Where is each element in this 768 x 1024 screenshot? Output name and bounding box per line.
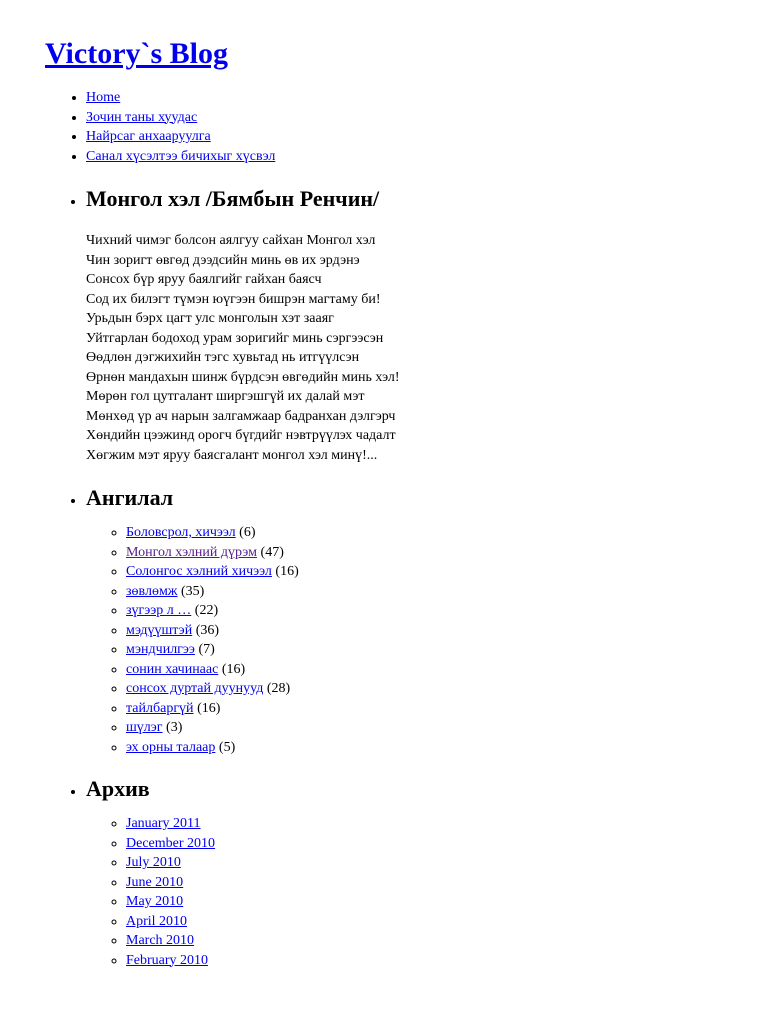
nav-link-feedback[interactable]: Санал хүсэлтээ бичихыг хүсвэл	[86, 148, 276, 164]
archive-link[interactable]: July 2010	[126, 855, 181, 870]
nav-item-feedback	[86, 147, 768, 167]
category-link[interactable]: мэндчилгээ	[126, 642, 195, 657]
category-count: (22)	[194, 603, 219, 618]
poem-line: Сонсох бүр яруу баялгийг гайхан баясч	[86, 272, 322, 287]
archive-link[interactable]: April 2010	[126, 913, 188, 929]
archive-link[interactable]: February 2010	[126, 952, 209, 968]
category-item	[126, 718, 768, 738]
archive-item	[126, 834, 768, 854]
category-link[interactable]: Монгол хэлний дүрэм	[126, 544, 258, 560]
category-link[interactable]: шүлэг	[126, 720, 163, 735]
category-item	[126, 660, 768, 680]
poem-line: Өрнөн мандахын шинж бүрдсэн өвгөдийн минь хэл!	[86, 369, 400, 385]
poem-text	[86, 231, 768, 465]
category-item	[126, 679, 768, 699]
category-item	[126, 562, 768, 582]
archive-item	[126, 853, 768, 873]
category-link[interactable]: тайлбаргүй	[126, 700, 194, 716]
category-link[interactable]: эх орны талаар	[126, 739, 216, 755]
poem-line: Хөндийн цээжинд орогч бүгдийг нэвтрүүлэх чадалт	[86, 428, 396, 443]
category-count: (47)	[260, 544, 284, 560]
category-item	[126, 640, 768, 660]
poem-line: Урьдын бэрх цагт улс монголын хэт зааяг	[86, 311, 334, 326]
category-item	[126, 621, 768, 641]
archive-link[interactable]: June 2010	[126, 874, 184, 890]
site-title-link[interactable]: Victory`s Blog	[45, 37, 229, 70]
poem-line: Уйтгарлан бодоход урам зоригийг минь сэргээсэн	[86, 330, 384, 346]
poem-line: Өөдлөн дэгжихийн тэгс хувьтад нь итгүүлсэн	[86, 350, 360, 365]
category-count: (3)	[166, 720, 183, 735]
category-count: (6)	[239, 525, 256, 540]
category-item	[126, 601, 768, 621]
category-link[interactable]: мэдүүштэй	[126, 622, 193, 638]
poem-line: Чин зоригт өвгөд дээдсийн минь өв их эрдэнэ	[86, 252, 360, 268]
archive-item	[126, 873, 768, 893]
category-count: (16)	[197, 700, 221, 716]
archive-link[interactable]: March 2010	[126, 933, 195, 948]
nav-link-home[interactable]: Home	[86, 90, 121, 105]
category-link[interactable]: зүгээр л …	[126, 603, 192, 618]
category-link[interactable]: Солонгос хэлний хичээл	[126, 564, 272, 579]
category-count: (16)	[275, 564, 299, 579]
poem-line: Сод их билэгт түмэн юүгээн бишрэн магтаму би!	[86, 291, 381, 307]
archive-list	[86, 814, 768, 970]
archive-item	[126, 931, 768, 951]
category-count: (5)	[218, 739, 236, 755]
poem-line: Мөнхөд үр ач нарын залгамжаар бадранхан дэлгэрч	[86, 408, 396, 424]
archive-item	[126, 912, 768, 932]
nav-item-home	[86, 88, 768, 108]
category-link[interactable]: сонин хачинаас	[126, 661, 219, 677]
archive-link[interactable]: December 2010	[126, 835, 216, 851]
archive-title: • Архив	[86, 776, 150, 801]
category-item	[126, 523, 768, 543]
archive-link[interactable]: January 2011	[126, 816, 201, 831]
main-nav	[45, 88, 768, 166]
category-item	[126, 582, 768, 602]
category-link[interactable]: Боловсрол, хичээл	[126, 525, 236, 540]
category-list	[86, 523, 768, 757]
categories-title: • Ангилал	[86, 485, 174, 510]
nav-link-notice[interactable]: Найрсаг анхааруулга	[86, 129, 211, 144]
poem-line: Хөгжим мэт яруу баясгалант монгол хэл минү!...	[86, 447, 378, 463]
category-count: (7)	[198, 642, 215, 657]
poem-line: Мөрөн гол цутгалант ширгэшгүй их далай мэт	[86, 389, 365, 404]
poem-title: • Монгол хэл /Бямбын Ренчин/	[86, 186, 380, 211]
category-item	[126, 543, 768, 563]
archive-item	[126, 951, 768, 971]
nav-link-guestbook[interactable]: Зочин таны хуудас	[86, 109, 198, 125]
archive-section	[86, 774, 768, 970]
category-count: (28)	[266, 681, 291, 696]
category-count: (35)	[180, 583, 205, 599]
categories-section	[86, 483, 768, 757]
category-count: (36)	[195, 622, 220, 638]
nav-item-notice	[86, 127, 768, 147]
category-count: (16)	[221, 661, 246, 677]
poem-section	[86, 184, 768, 465]
category-item	[126, 699, 768, 719]
category-item	[126, 738, 768, 758]
category-link[interactable]: зөвлөмж	[126, 583, 178, 599]
sidebar-sections	[45, 184, 768, 970]
archive-link[interactable]: May 2010	[126, 894, 184, 909]
poem-line: Чихний чимэг болсон аялгуу сайхан Монгол хэл	[86, 233, 376, 248]
nav-item-guestbook	[86, 108, 768, 128]
archive-item	[126, 814, 768, 834]
category-link[interactable]: сонсох дуртай дуунууд	[126, 681, 264, 696]
site-title	[45, 0, 768, 73]
archive-item	[126, 892, 768, 912]
